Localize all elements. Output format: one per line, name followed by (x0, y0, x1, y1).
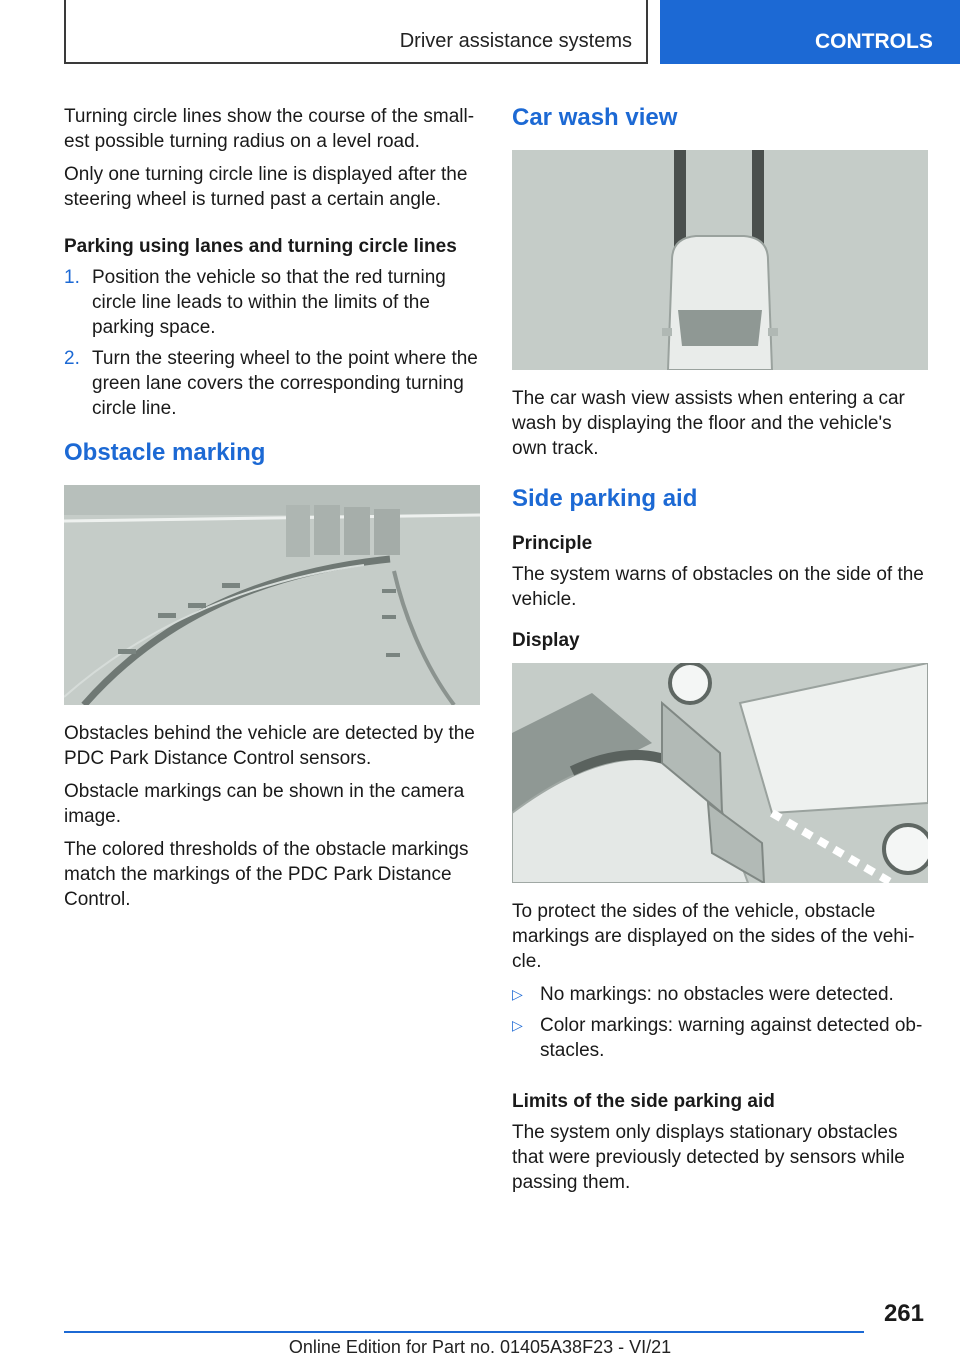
section-heading: Obstacle marking (64, 439, 266, 466)
bullet-text: No markings: no obstacles were detected. (540, 984, 894, 1005)
obstacle-marking-figure (64, 485, 480, 705)
list-item (512, 982, 928, 1007)
step-number: 1. (64, 267, 80, 288)
page-number: 261 (883, 1300, 924, 1327)
paragraph: Turning circle lines show the course of the smallest possible turning radius on a level road. (64, 106, 475, 152)
paragraph: The car wash view assists when entering a car wash by displaying the floor and the vehicle's own track. (512, 388, 905, 459)
right-column (512, 104, 928, 1203)
step-text: Position the vehicle so that the red turning circle line leads to within the limits of the parking space. (92, 267, 446, 338)
header-section-box (64, 0, 648, 64)
header-section-title: Driver assistance systems (399, 30, 632, 52)
paragraph: The system warns of obstacles on the side of the vehicle. (512, 564, 924, 610)
subheading: Display (512, 630, 580, 651)
paragraph: The colored thresholds of the obstacle markings match the markings of the PDC Park Distance Control. (64, 839, 469, 910)
section-heading: Car wash view (512, 104, 678, 131)
subheading: Limits of the side parking aid (512, 1091, 775, 1112)
side-parking-figure (512, 663, 928, 883)
footer-divider (64, 1331, 864, 1333)
step-number: 2. (64, 348, 80, 369)
subheading: Parking using lanes and turning circle lines (64, 236, 457, 257)
triangle-bullet-icon: ▷ (512, 1017, 523, 1033)
paragraph: Only one turning circle line is displayed after the steering wheel is turned past a certain angle. (64, 164, 468, 210)
paragraph: Obstacles behind the vehicle are detected by the PDC Park Distance Control sensors. (64, 723, 475, 769)
bullet-text: Color markings: warning against detected obstacles. (540, 1015, 923, 1061)
section-heading: Side parking aid (512, 485, 698, 512)
step-text: Turn the steering wheel to the point where the green lane covers the corresponding turning circle line. (92, 348, 478, 419)
footer-edition: Online Edition for Part no. 01405A38F23 - VI/21 (288, 1337, 672, 1357)
paragraph: To protect the sides of the vehicle, obstacle markings are displayed on the sides of the vehicle. (512, 901, 915, 972)
list-item (64, 346, 480, 421)
paragraph: Obstacle markings can be shown in the camera image. (64, 781, 465, 827)
step-list (64, 265, 480, 421)
paragraph: The system only displays stationary obstacles that were previously detected by sensors while passing them. (512, 1122, 905, 1193)
list-item (64, 265, 480, 340)
left-column (64, 104, 480, 920)
triangle-bullet-icon: ▷ (512, 986, 523, 1002)
car-wash-figure (512, 150, 928, 370)
subheading: Principle (512, 533, 593, 554)
bullet-list (512, 982, 928, 1063)
header-tab-controls[interactable]: CONTROLS (660, 0, 960, 64)
list-item (512, 1013, 928, 1063)
